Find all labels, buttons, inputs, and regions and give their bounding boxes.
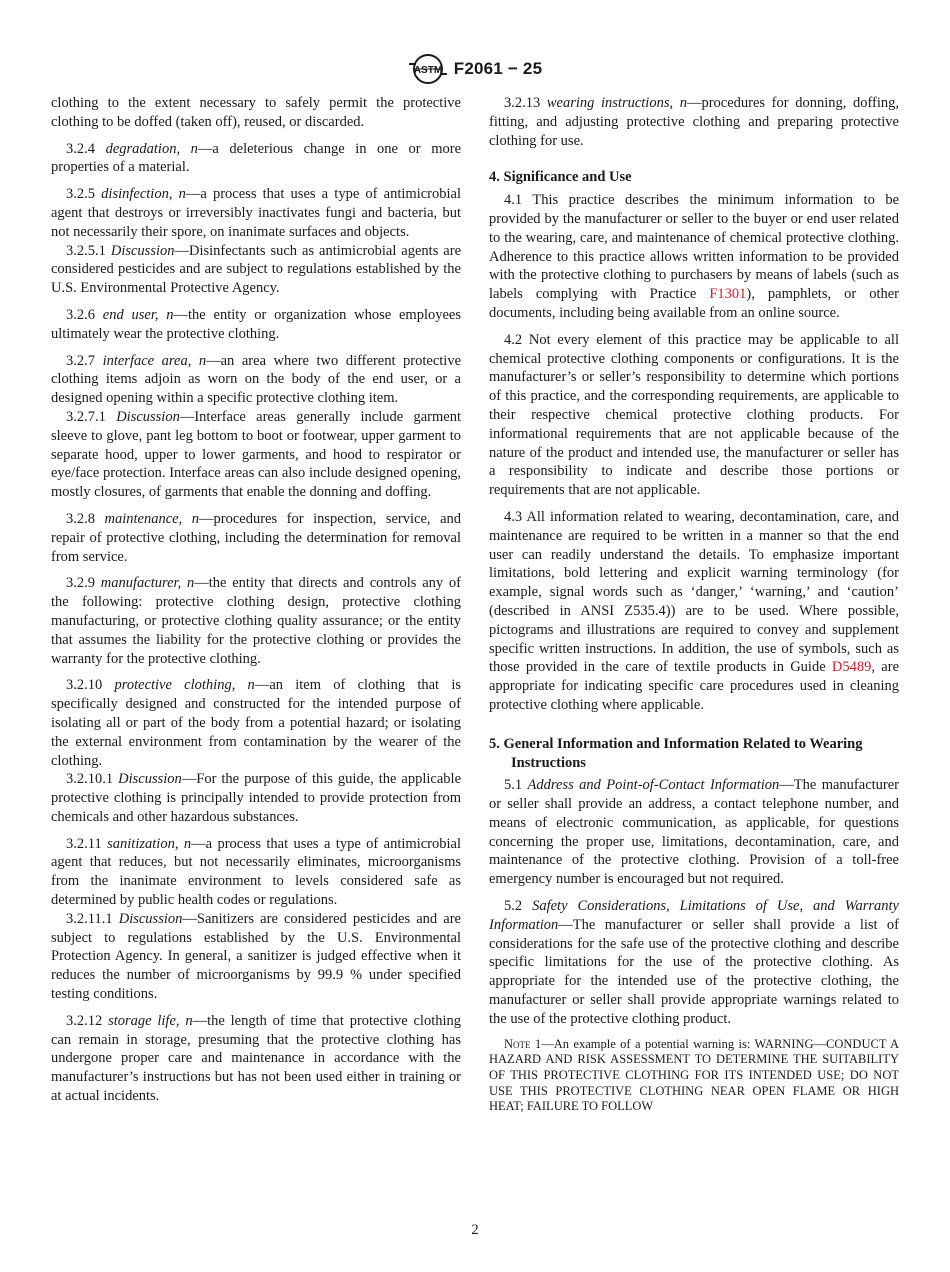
discussion-3-2-7-1: 3.2.7.1 Discussion—Interface areas generally include garment sleeve to glove, pant leg bottom to boot or footwear, upper garment to separate hood, upper to lower garments, and hood to respirator or eye/face protection. Interface areas can also include designed opening, mostly closures, of garments that enable the donning and doffing. bbox=[51, 408, 461, 501]
definition-3-2-5: 3.2.5 disinfection, n—a process that uses a type of antimicrobial agent that destroys or irreversibly inactivates fungi and bacteria, but not necessarily their spore, on inanimate surfaces and objects. bbox=[51, 186, 461, 240]
paragraph-4-3: 4.3 All information related to wearing, decontamination, care, and maintenance are required to be written in a manner so that the end user can readily understand the details. To emphasize important limitations, bold lettering and explicit warning terminology (for example, signal words such as ‘danger,’ ‘warning,’ and ‘caution’ (described in ANSI Z535.4)) are to be used. Where possible, pictograms and illustrations are required to convey and supplement specific written instructions. In addition, the use of symbols, such as those provided in the care of textile products in Guide D5489, are appropriate for indicating specific care procedures used in cleaning protective clothing where applicable. bbox=[489, 508, 899, 713]
page-number: 2 bbox=[471, 1222, 479, 1238]
standard-designation: F2061 − 25 bbox=[453, 59, 543, 78]
discussion-3-2-10-1: 3.2.10.1 Discussion—For the purpose of this guide, the applicable protective clothing is principally intended to provide protection from chemicals and other hazardous substances. bbox=[51, 771, 461, 825]
svg-text:ASTM: ASTM bbox=[413, 65, 442, 76]
discussion-3-2-5-1: 3.2.5.1 Discussion—Disinfectants such as antimicrobial agents are considered pesticides and are subject to regulations established by the U.S. Environmental Protective Agency. bbox=[51, 242, 462, 297]
discussion-3-2-11-1: 3.2.11.1 Discussion—Sanitizers are considered pesticides and are subject to regulations established by the U.S. Environmental Protection Agency. In general, a sanitizer is judged effective when it reduces the number of microorganisms by 99.9 % under specified testing conditions. bbox=[51, 910, 461, 1003]
page-header bbox=[0, 52, 950, 86]
astm-logo-icon bbox=[408, 52, 448, 86]
definition-3-2-13: 3.2.13 wearing instructions, n—procedures for donning, doffing, fitting, and adjusting protective clothing and preparing protective clothing for use. bbox=[489, 95, 900, 149]
definition-3-2-4: 3.2.4 degradation, n—a deleterious change in one or more properties of a material. bbox=[51, 140, 461, 176]
definition-3-2-10: 3.2.10 protective clothing, n—an item of clothing that is specifically designed and constructed for the intended purpose of isolating all or part of the body from a potential hazard; or isolating the external environment from contamination by the wearer of the clothing. bbox=[51, 677, 461, 769]
note-1: Note 1—An example of a potential warning is: WARNING—CONDUCT A HAZARD AND RISK ASSESSMENT TO DETERMINE THE SUITABILITY OF THIS PROTECTIVE CLOTHING FOR ITS INTENDED USE; DO NOT USE THIS PROTECTIVE CLOTHING NEAR OPEN FLAME OR HIGH HEAT; FAILURE TO FOLLOW bbox=[489, 1036, 899, 1114]
paragraph-5-2: 5.2 Safety Considerations, Limitations of Use, and Warranty Information—The manufacturer or seller shall provide a list of considerations for the safe use of the protective clothing and describe specific limitations for the use of the protective clothing. As appropriate for the intended use of the protective clothing, the manufacturer or seller shall provide appropriate warnings related to the use of the protective clothing product. bbox=[489, 898, 899, 1027]
link-d5489[interactable]: D5489 bbox=[831, 659, 872, 676]
definition-3-2-12: 3.2.12 storage life, n—the length of time that protective clothing can remain in storage, presuming that the protective clothing has undergone proper care and maintenance in accordance with the manufacturer’s instructions but has not been used either in training or at actual incidents. bbox=[51, 1012, 462, 1105]
definition-3-2-9: 3.2.9 manufacturer, n—the entity that directs and controls any of the following: protective clothing design, protective clothing manufacturing, or protective clothing quality assurance; or the entity that assumes the liability for the protective clothing or provides the warranty for the protective clothing. bbox=[51, 575, 461, 667]
right-column bbox=[489, 94, 899, 1115]
definition-3-2-7: 3.2.7 interface area, n—an area where two different protective clothing items adjoin as worn on the body of the end user, or a designed opening within a specific protective clothing item. bbox=[51, 352, 462, 407]
definition-3-2-6: 3.2.6 end user, n—the entity or organization whose employees ultimately wear the protective clothing. bbox=[51, 306, 461, 342]
paragraph-4-2: 4.2 Not every element of this practice may be applicable to all chemical protective clothing components or configurations. It is the manufacturer’s or seller’s responsibility to determine which portions of this practice, and the corresponding requirements, are applicable to their respective chemical protective clothing products. For informational requirements that are not applicable because of the nature of the product and intended use, the manufacturer or seller has a responsibility to indicate and describe those portions or requirements that are not applicable. bbox=[489, 331, 899, 499]
section-heading-5: 5. General Information and Information Related to Wearing Instructions bbox=[489, 735, 863, 771]
definition-3-2-11: 3.2.11 sanitization, n—a process that uses a type of antimicrobial agent that reduces, but not necessarily eliminates, microorganisms from the inanimate environment to levels considered safe as determined by public health codes or regulations. bbox=[51, 835, 461, 909]
definition-3-2-8: 3.2.8 maintenance, n—procedures for inspection, service, and repair of protective clothing, including the determination for removal from service. bbox=[51, 510, 462, 565]
section-heading-4: 4. Significance and Use bbox=[489, 169, 632, 186]
paragraph-continuation: clothing to the extent necessary to safely permit the protective clothing to be doffed (taken off), reused, or discarded. bbox=[51, 95, 461, 130]
paragraph-4-1: 4.1 This practice describes the minimum information to be provided by the manufacturer or seller to the buyer or end user related to the wearing, care, and maintenance of chemical protective clothing. Adherence to this practice allows written information to be provided with the protective clothing to purchasers by means of labels (such as labels complying with Practice F1301), pamphlets, or other documents, including being available from an online source. bbox=[489, 192, 899, 321]
left-column bbox=[51, 94, 461, 1106]
link-f1301[interactable]: F1301 bbox=[709, 286, 747, 303]
paragraph-5-1: 5.1 Address and Point-of-Contact Information—The manufacturer or seller shall provide an address, a contact telephone number, and means of electronic communication, as applicable, for questions concerning the proper use, limitations, decontamination, care, and maintenance of the protective clothing. Provision of a toll-free emergency number is encouraged but not required. bbox=[489, 777, 900, 888]
